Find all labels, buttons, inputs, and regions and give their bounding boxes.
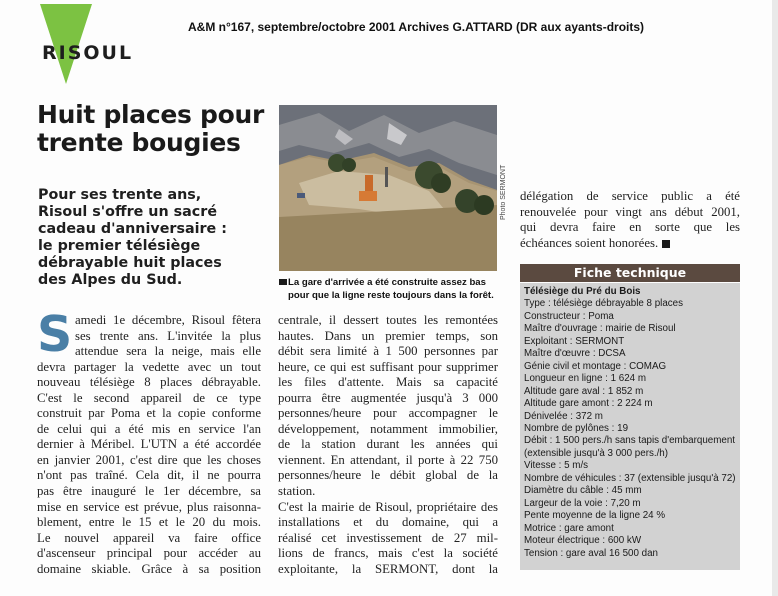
- text-line: de celui qui a été mis en service l'an: [37, 421, 261, 436]
- fiche-row: Maître d'ouvrage : mairie de Risoul: [524, 323, 676, 335]
- caption-marker: [279, 279, 287, 285]
- drop-cap: S: [37, 306, 73, 363]
- text-line: attendue sera la neige, mais elle: [75, 344, 261, 359]
- end-of-article-mark: [662, 240, 670, 248]
- text-line: blement, entre le 15 et le 20 du mois.: [37, 515, 261, 530]
- text-line: dernier à Méribel. L'UTN a été accordée: [37, 437, 261, 452]
- fiche-row: Génie civil et montage : COMAG: [524, 360, 667, 372]
- text-line: viennent. En attendant, il porte à 22 750: [278, 452, 498, 467]
- fiche-row: Diamètre du câble : 45 mm: [524, 485, 642, 497]
- article-column-1: [37, 306, 261, 577]
- fiche-row: Longueur en ligne : 1 624 m: [524, 373, 647, 385]
- text-line: développement, notamment immobilier,: [278, 421, 498, 436]
- text-line: n'ont pas traîné. Cela dit, il ne pourra: [37, 468, 261, 483]
- text-line: personnes/heure le débit global de la: [278, 468, 498, 483]
- text-line: de la station durant les années qui: [278, 437, 498, 452]
- text-line: exploitante, la SERMONT, dont la: [278, 561, 498, 576]
- fiche-row: Altitude gare amont : 2 224 m: [524, 398, 653, 410]
- fiche-technique-title: Fiche technique: [520, 264, 740, 282]
- fiche-row: Débit : 1 500 pers./h sans tapis d'embarquement: [524, 435, 735, 447]
- fiche-row: Largeur de la voie : 7,20 m: [524, 497, 641, 509]
- article-column-2: [278, 313, 498, 577]
- text-line: devra partager la vedette avec un tout: [37, 359, 261, 374]
- caption-line: La gare d'arrivée a été construite assez bas: [288, 277, 486, 288]
- headline-line: Huit places pour: [37, 100, 265, 129]
- standfirst-line: cadeau d'anniversaire :: [38, 221, 227, 237]
- fiche-row: Nombre de pylônes : 19: [524, 422, 629, 434]
- text-line: domaine skiable. Grâce à sa position: [37, 561, 261, 576]
- fiche-row: Télésiège du Pré du Bois: [524, 286, 641, 297]
- text-line: C'est le second appareil de ce type: [37, 390, 261, 405]
- fiche-row: Type : télésiège débrayable 8 places: [524, 298, 684, 310]
- text-line: C'est la mairie de Risoul, propriétaire des: [278, 499, 498, 514]
- text-line-content: échéances soient honorées.: [520, 235, 659, 250]
- text-line: installations et du domaine, qui a: [278, 515, 498, 530]
- text-line: d'ascenseur principal pour accéder au: [37, 546, 261, 561]
- scan-edge: [772, 0, 778, 596]
- text-line: mise en service est prévue, plus raisonna-: [37, 499, 261, 514]
- fiche-row: (extensible jusqu'à 3 000 pers./h): [524, 447, 669, 459]
- text-line: pas être inauguré le 1er décembre, sa: [37, 484, 261, 499]
- section-rubric: RISOUL: [42, 42, 134, 64]
- standfirst-line: le premier télésiège: [38, 238, 201, 254]
- construction-site-photo: [279, 105, 497, 271]
- text-line: heure, ce qui est suffisant pour supprimer: [278, 359, 498, 374]
- archive-credit: A&M n°167, septembre/octobre 2001 Archives G.ATTARD (DR aux ayants-droits): [188, 20, 645, 34]
- fiche-row: Exploitant : SERMONT: [524, 335, 625, 347]
- text-line: débit sera limité à 1 500 personnes par: [278, 344, 498, 359]
- text-line: lions de francs, mais c'est la société: [278, 546, 498, 561]
- caption-line: pour que la ligne reste toujours dans la forêt.: [288, 289, 494, 301]
- text-line: personnes/heure pour accompagner le: [278, 406, 498, 421]
- text-line: Le nouvel appareil va faire office: [37, 530, 261, 545]
- text-line: hautes. Dans un premier temps, son: [278, 328, 498, 343]
- text-line: centrale, il dessert toutes les remontées: [278, 313, 498, 327]
- standfirst: [38, 187, 278, 289]
- standfirst-line: Pour ses trente ans,: [38, 187, 202, 203]
- fiche-row: Dénivelée : 372 m: [524, 410, 603, 422]
- text-line: construit par Poma et la copie conforme: [37, 406, 261, 421]
- fiche-row: Nombre de véhicules : 37 (extensible jusqu'à 72): [524, 472, 736, 484]
- fiche-row: Vitesse : 5 m/s: [524, 460, 589, 472]
- fiche-row: Motrice : gare amont: [524, 522, 614, 534]
- text-line: renouvelée pour vingt ans début 2001,: [520, 204, 740, 219]
- text-line: amedi 1e décembre, Risoul fêtera: [75, 313, 261, 327]
- text-line: délégation de service public a été: [520, 189, 740, 203]
- photo-caption: [288, 277, 498, 302]
- text-line: qui devra faire en sorte que les: [520, 220, 740, 235]
- fiche-row: Constructeur : Poma: [524, 310, 614, 322]
- text-line: les files d'attente. Mais sa capacité: [278, 375, 498, 390]
- text-line: ses trente ans. L'invitée la plus: [75, 328, 261, 343]
- fiche-row: Tension : gare aval 16 500 dan: [524, 547, 658, 559]
- photo-credit: Photo SERMONT: [500, 164, 507, 220]
- fiche-row: Altitude gare aval : 1 852 m: [524, 385, 644, 397]
- article-column-3: [520, 189, 740, 251]
- fiche-row: Pente moyenne de la ligne 24 %: [524, 510, 666, 522]
- text-line: en janvier 2001, c'est dire que les choses: [37, 452, 261, 467]
- fiche-row: Moteur électrique : 600 kW: [524, 535, 642, 547]
- text-line: pourra être augmentée jusqu'à 3 000: [278, 390, 498, 405]
- standfirst-line: Risoul s'offre un sacré: [38, 204, 218, 220]
- text-line: nouveau télésiège 8 places débrayable.: [37, 375, 261, 390]
- text-line: réalisé cet investissement de 27 mil-: [278, 530, 498, 545]
- text-line: [520, 236, 740, 252]
- fiche-row: Maître d'œuvre : DCSA: [524, 348, 626, 360]
- standfirst-line: des Alpes du Sud.: [38, 272, 183, 288]
- text-line: station.: [278, 484, 316, 499]
- headline-line: trente bougies: [37, 128, 241, 157]
- headline: [37, 101, 277, 157]
- standfirst-line: débrayable huit places: [38, 255, 222, 271]
- fiche-technique-box: [520, 283, 740, 570]
